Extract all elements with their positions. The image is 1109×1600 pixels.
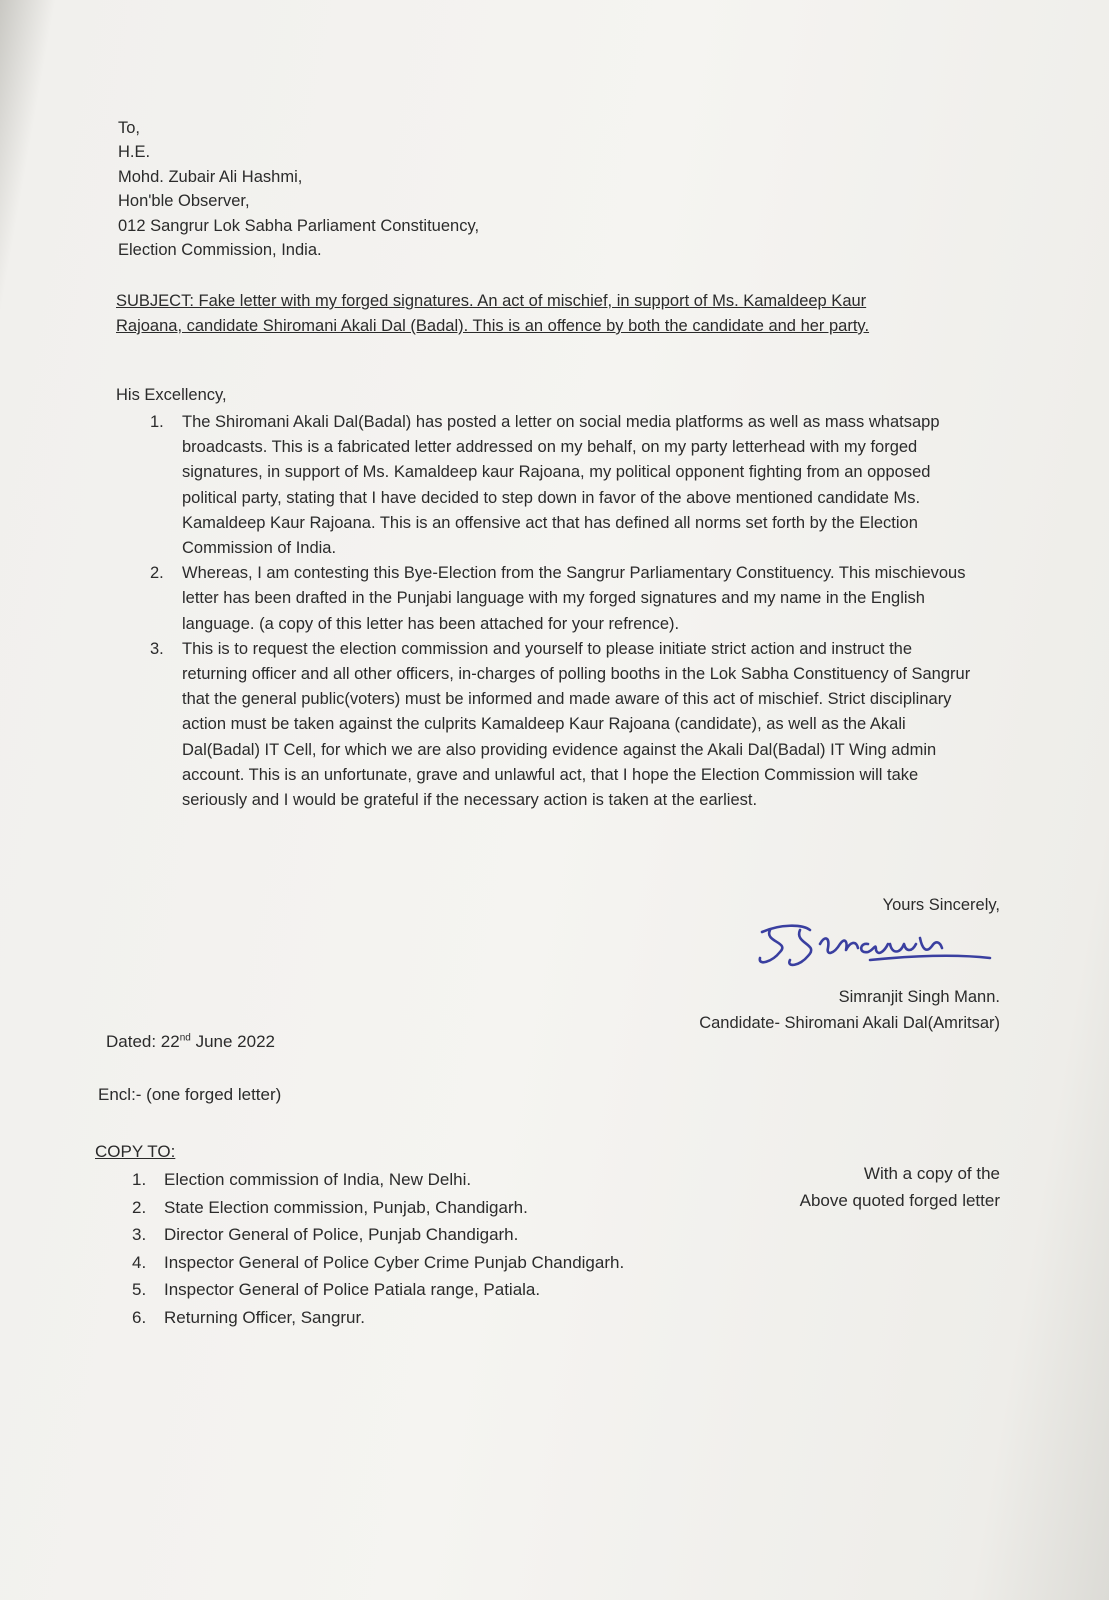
copy-to-list xyxy=(128,1166,624,1331)
copy-to-text: State Election commission, Punjab, Chandigarh. xyxy=(164,1197,528,1217)
copy-to-number: 6. xyxy=(132,1307,147,1327)
copy-to-item xyxy=(128,1166,624,1194)
address-line: 012 Sangrur Lok Sabha Parliament Constituency, xyxy=(118,216,480,235)
point-number: 3. xyxy=(150,639,164,658)
subject-line: SUBJECT: Fake letter with my forged signatures. An act of mischief, in support of Ms. Kamaldeep Kaur Rajoana, candidate Shiromani Akali Dal (Badal). This is an offence by both the candidate and her party. xyxy=(116,292,870,335)
date-line xyxy=(106,1032,275,1052)
date-prefix: Dated: 22 xyxy=(106,1032,180,1051)
copy-to-text: Inspector General of Police Cyber Crime Punjab Chandigarh. xyxy=(164,1252,625,1272)
signatory-name: Simranjit Singh Mann. xyxy=(838,988,1000,1006)
point-text: Whereas, I am contesting this Bye-Election from the Sangrur Parliamentary Constituency. This mischievous letter has been drafted in the Punjabi language with my forged signatures and my name in the English language. (a copy of this letter has been attached for your refrence). xyxy=(182,564,966,633)
point-item xyxy=(142,561,972,637)
point-number: 1. xyxy=(150,413,164,431)
copy-to-number: 5. xyxy=(132,1280,147,1299)
copy-to-number: 1. xyxy=(132,1170,147,1189)
copy-to-number: 2. xyxy=(132,1197,147,1217)
copy-to-text: Inspector General of Police Patiala range, Patiala. xyxy=(164,1280,541,1299)
address-line: Mohd. Zubair Ali Hashmi, xyxy=(118,167,303,186)
copy-to-text: Election commission of India, New Delhi. xyxy=(164,1170,472,1189)
with-copy-line: With a copy of the xyxy=(863,1164,1000,1183)
numbered-points xyxy=(142,410,972,813)
copy-to-number: 4. xyxy=(132,1252,147,1272)
point-text: This is to request the election commission and yourself to please initiate strict action and instruct the returning officer and all other officers, in-charges of polling booths in the Lok Sabha Constituency of Sangrur that the general public(voters) must be informed and made aware of this act of mischief. Strict disciplinary action must be taken against the culprits Kamaldeep Kaur Rajoana (candidate), as well as the Akali Dal(Badal) IT Cell, for which we are also providing evidence against the Akali Dal(Badal) IT Wing admin account. This is an unfortunate, grave and unlawful act, that I hope the Election Commission will take seriously and I would be grateful if the necessary action is taken at the earliest. xyxy=(182,639,971,810)
point-item xyxy=(142,410,972,561)
address-line: Election Commission, India. xyxy=(118,241,322,260)
copy-to-heading: COPY TO: xyxy=(95,1142,176,1161)
copy-to-item xyxy=(128,1249,624,1277)
with-copy-line: Above quoted forged letter xyxy=(799,1191,1000,1210)
point-item xyxy=(142,637,972,813)
recipient-address xyxy=(118,116,479,262)
salutation: His Excellency, xyxy=(116,386,227,404)
handwritten-signature xyxy=(750,918,1000,976)
point-text: The Shiromani Akali Dal(Badal) has posted a letter on social media platforms as well as mass whatsapp broadcasts. This is a fabricated letter addressed on my behalf, on my party letterhead with my forged signatures, in support of Ms. Kamaldeep kaur Rajoana, my political opponent fighting from an opposed political party, stating that I have decided to step down in favor of the above mentioned candidate Ms. Kamaldeep Kaur Rajoana. This is an offensive act that has defined all norms set forth by the Election Commission of India. xyxy=(182,413,940,558)
address-line: H.E. xyxy=(118,143,151,162)
date-rest: June 2022 xyxy=(190,1032,275,1051)
copy-to-item xyxy=(128,1221,624,1249)
copy-to-item xyxy=(128,1194,624,1222)
copy-to-text: Director General of Police, Punjab Chandigarh. xyxy=(164,1225,519,1244)
copy-to-text: Returning Officer, Sangrur. xyxy=(164,1307,365,1327)
copy-to-number: 3. xyxy=(132,1225,147,1244)
copy-to-item xyxy=(128,1304,624,1332)
signature-block xyxy=(600,892,1000,1036)
signatory-title: Candidate- Shiromani Akali Dal(Amritsar) xyxy=(699,1014,1000,1032)
copy-to-item xyxy=(128,1276,624,1304)
address-line: Hon'ble Observer, xyxy=(118,192,250,211)
address-line: To, xyxy=(118,119,141,137)
point-number: 2. xyxy=(150,564,164,583)
closing-phrase: Yours Sincerely, xyxy=(882,896,1000,914)
enclosure-line: Encl:- (one forged letter) xyxy=(98,1085,282,1104)
date-ordinal: nd xyxy=(179,1032,191,1044)
with-copy-note xyxy=(740,1160,1000,1214)
